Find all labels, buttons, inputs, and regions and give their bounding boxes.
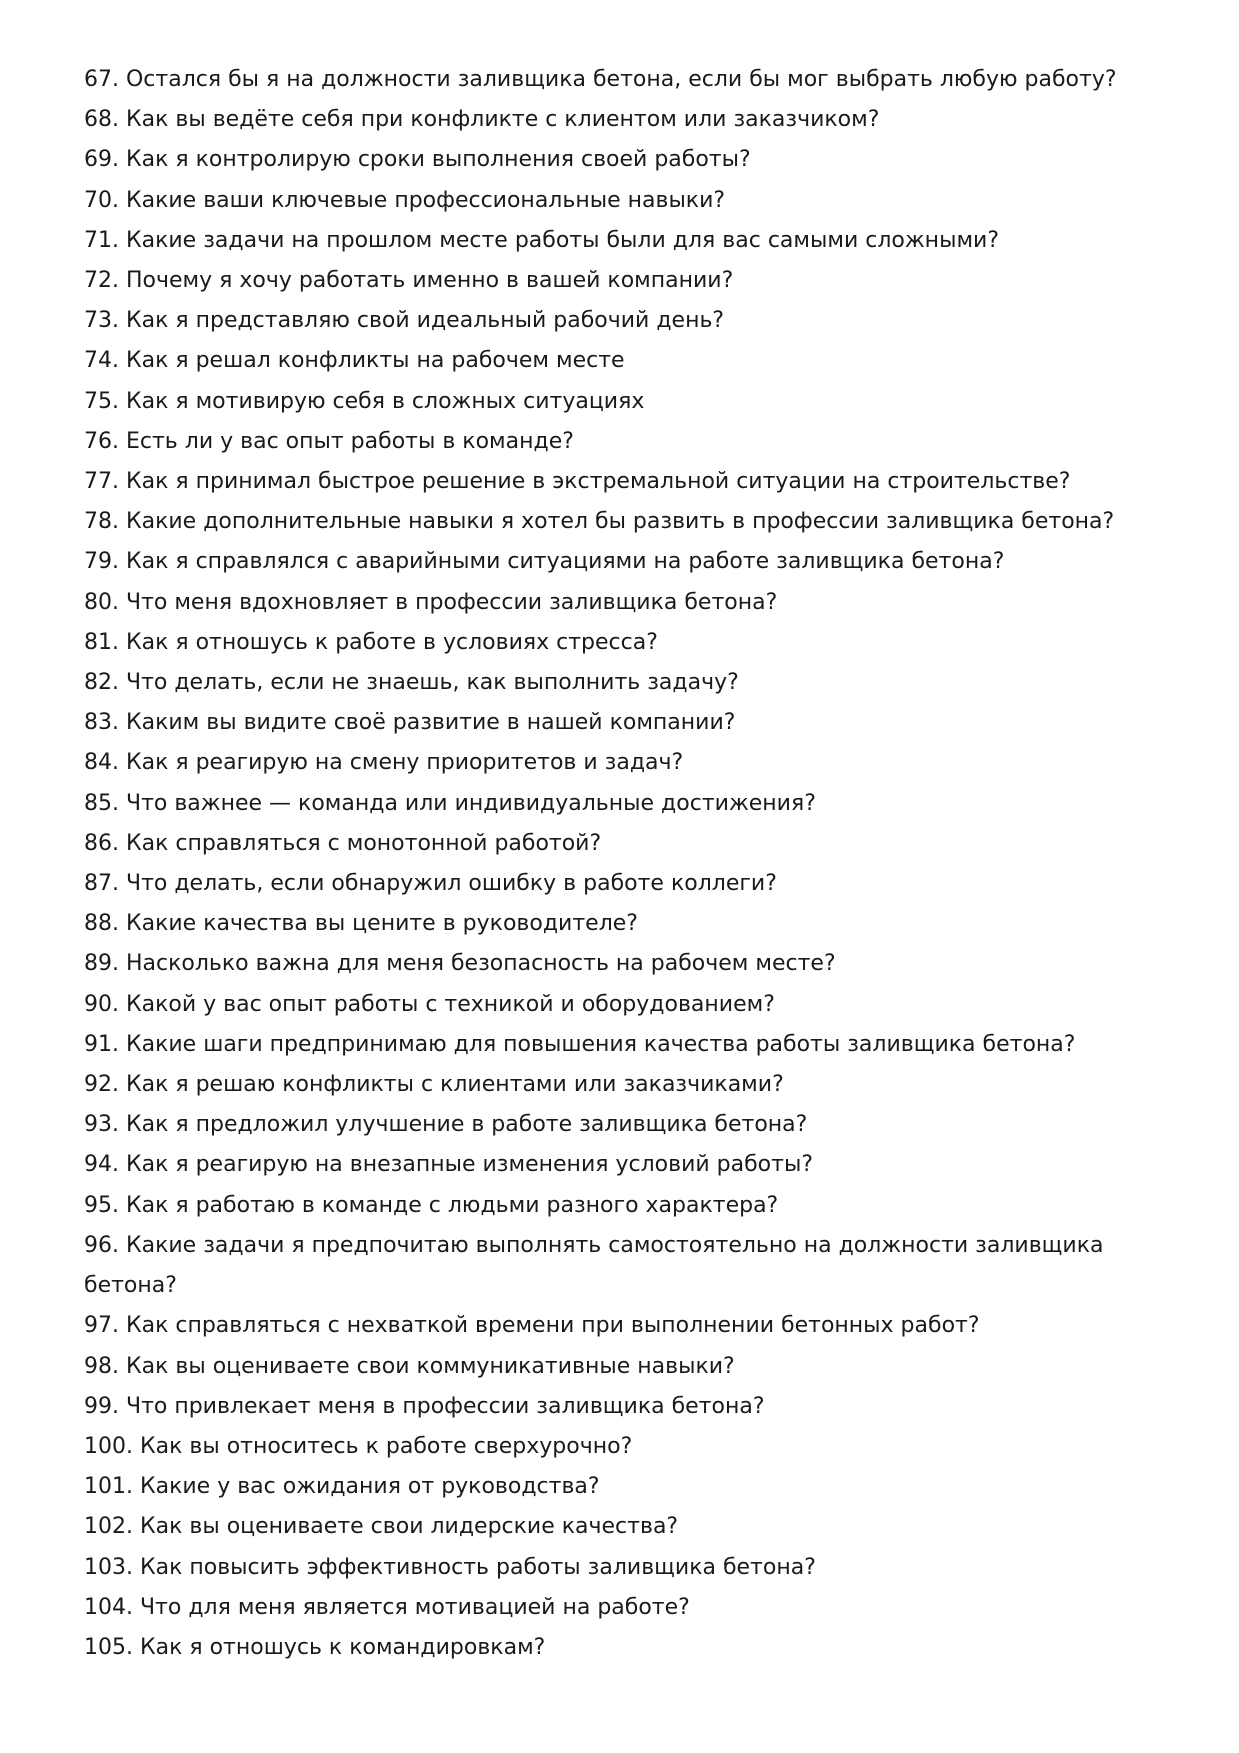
question-item: 105. Как я отношусь к командировкам?: [84, 1634, 546, 1660]
question-item: 96. Какие задачи я предпочитаю выполнять самостоятельно на должности заливщика бетона?: [84, 1232, 1104, 1299]
question-item: 99. Что привлекает меня в профессии заливщика бетона?: [84, 1393, 765, 1419]
question-item: 78. Какие дополнительные навыки я хотел бы развить в профессии заливщика бетона?: [84, 509, 1115, 535]
question-item: 101. Какие у вас ожидания от руководства?: [84, 1474, 600, 1500]
question-item: 74. Как я решал конфликты на рабочем месте: [84, 348, 625, 374]
question-list: [84, 60, 1134, 1668]
question-item: 69. Как я контролирую сроки выполнения своей работы?: [84, 147, 751, 173]
question-item: 82. Что делать, если не знаешь, как выполнить задачу?: [84, 670, 739, 696]
question-item: 93. Как я предложил улучшение в работе заливщика бетона?: [84, 1112, 808, 1138]
question-item: 94. Как я реагирую на внезапные изменения условий работы?: [84, 1152, 813, 1178]
question-item: 92. Как я решаю конфликты с клиентами или заказчиками?: [84, 1072, 784, 1098]
question-item: 70. Какие ваши ключевые профессиональные навыки?: [84, 187, 726, 213]
question-item: 76. Есть ли у вас опыт работы в команде?: [84, 428, 574, 454]
question-item: 84. Как я реагирую на смену приоритетов и задач?: [84, 750, 684, 776]
question-item: 68. Как вы ведёте себя при конфликте с клиентом или заказчиком?: [84, 107, 880, 133]
question-item: 81. Как я отношусь к работе в условиях стресса?: [84, 629, 658, 655]
question-item: 90. Какой у вас опыт работы с техникой и оборудованием?: [84, 991, 775, 1017]
question-item: 72. Почему я хочу работать именно в вашей компании?: [84, 268, 734, 294]
question-item: 75. Как я мотивирую себя в сложных ситуациях: [84, 388, 645, 414]
question-item: 104. Что для меня является мотивацией на работе?: [84, 1594, 690, 1620]
question-item: 103. Как повысить эффективность работы заливщика бетона?: [84, 1554, 816, 1580]
question-item: 71. Какие задачи на прошлом месте работы были для вас самыми сложными?: [84, 227, 1000, 253]
question-item: 102. Как вы оцениваете свои лидерские качества?: [84, 1514, 679, 1540]
question-item: 80. Что меня вдохновляет в профессии заливщика бетона?: [84, 589, 778, 615]
question-item: 91. Какие шаги предпринимаю для повышения качества работы заливщика бетона?: [84, 1031, 1076, 1057]
question-item: 88. Какие качества вы цените в руководителе?: [84, 911, 638, 937]
question-item: 97. Как справляться с нехваткой времени при выполнении бетонных работ?: [84, 1313, 980, 1339]
question-item: 67. Остался бы я на должности заливщика бетона, если бы мог выбрать любую работу?: [84, 67, 1117, 92]
question-item: 79. Как я справлялся с аварийными ситуациями на работе заливщика бетона?: [84, 549, 1005, 575]
question-item: 100. Как вы относитесь к работе сверхурочно?: [84, 1433, 633, 1459]
question-item: 89. Насколько важна для меня безопасность на рабочем месте?: [84, 951, 836, 977]
question-item: 87. Что делать, если обнаружил ошибку в работе коллеги?: [84, 871, 777, 897]
question-item: 73. Как я представляю свой идеальный рабочий день?: [84, 308, 725, 334]
question-item: 98. Как вы оцениваете свои коммуникативные навыки?: [84, 1353, 735, 1379]
question-item: 83. Каким вы видите своё развитие в нашей компании?: [84, 710, 736, 736]
question-item: 86. Как справляться с монотонной работой?: [84, 830, 602, 856]
question-item: 85. Что важнее — команда или индивидуальные достижения?: [84, 790, 816, 816]
question-item: 95. Как я работаю в команде с людьми разного характера?: [84, 1192, 779, 1218]
question-item: 77. Как я принимал быстрое решение в экстремальной ситуации на строительстве?: [84, 469, 1071, 495]
